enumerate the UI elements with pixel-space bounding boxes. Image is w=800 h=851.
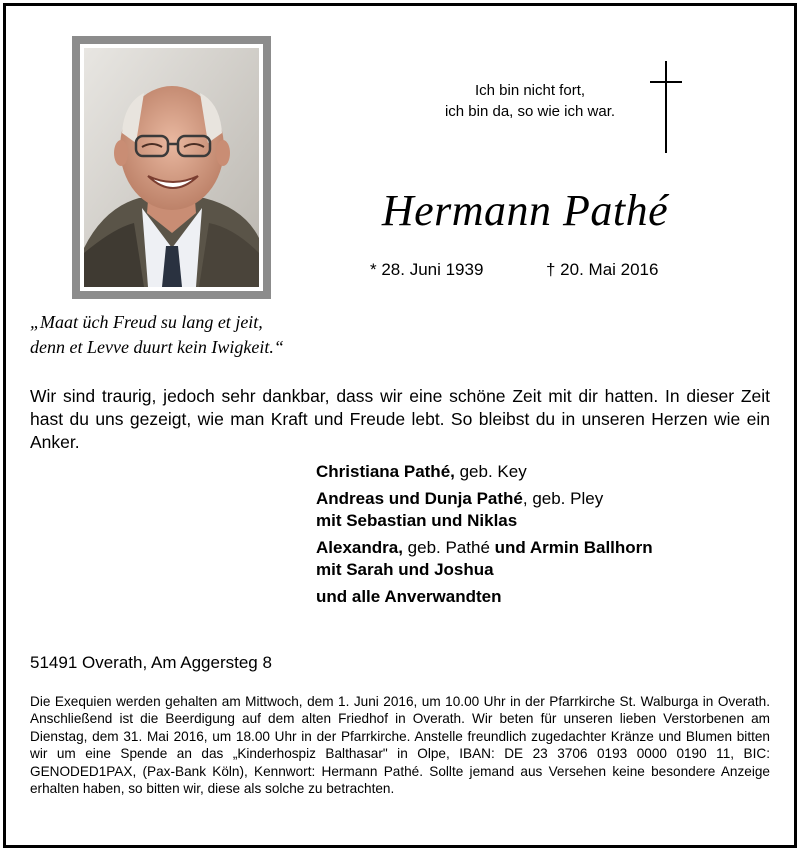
family-note: geb. Pathé (402, 538, 495, 557)
portrait-image (84, 48, 259, 287)
family-children: mit Sebastian und Niklas (316, 511, 518, 530)
family-note: , geb. Pley (522, 489, 604, 508)
family-relatives: und alle Anverwandten (316, 587, 502, 606)
family-list (316, 461, 776, 613)
portrait-frame (72, 36, 271, 299)
birth-date: * 28. Juni 1939 (370, 260, 484, 279)
family-name: Christiana Pathé, (316, 462, 455, 481)
portrait-photo (80, 44, 263, 291)
family-entry (316, 488, 776, 532)
death-date: † 20. Mai 2016 (546, 260, 659, 279)
main-text: Wir sind traurig, jedoch sehr dankbar, dass wir eine schöne Zeit mit dir hatten. In dieser Zeit hast du uns gezeigt, wie man Kraft und Freude lebt. So bleibst du in unseren Herzen wie ein Anker. (30, 386, 770, 452)
family-entry (316, 586, 776, 608)
family-partner: und Armin Ballhorn (494, 538, 653, 557)
family-name: Alexandra, (316, 538, 403, 557)
deceased-name: Hermann Pathé (381, 186, 669, 235)
motto (430, 80, 630, 122)
cross-icon (648, 61, 684, 153)
family-name: Andreas und Dunja Pathé (316, 489, 523, 508)
family-entry (316, 537, 776, 581)
funeral-details: Die Exequien werden gehalten am Mittwoch, dem 1. Juni 2016, um 10.00 Uhr in der Pfarrkirche St. Walburga in Overath. Anschließend ist die Beerdigung auf dem alten Friedhof in Overath. Wir beten für unseren lieben Verstorbenen am Dienstag, dem 31. Mai 2016, um 18.00 Uhr in der Pfarrkirche. Anstelle freundlich zugedachter Kränze und Blumen bitten wir um eine Spende an das „Kinderhospiz Balthasar" in Olpe, IBAN: DE 23 3706 0193 0000 0190 11, BIC: GENODED1PAX, (Pax-Bank Köln), Kennwort: Hermann Pathé. Sollte jemand aus Versehen keine besondere Anzeige erhalten haben, so bitten wir, diese als solche zu betrachten. (30, 694, 770, 797)
quote (30, 310, 350, 360)
quote-line-2: denn et Levve duurt kein Iwigkeit.“ (30, 337, 284, 357)
motto-line-1: Ich bin nicht fort, (474, 82, 586, 99)
family-entry (316, 461, 776, 483)
family-note: geb. Key (454, 462, 527, 481)
motto-line-2: ich bin da, so wie ich war. (444, 103, 616, 120)
address: 51491 Overath, Am Aggersteg 8 (30, 653, 272, 672)
quote-line-1: „Maat üch Freud su lang et jeit, (30, 312, 263, 332)
family-children: mit Sarah und Joshua (316, 560, 494, 579)
